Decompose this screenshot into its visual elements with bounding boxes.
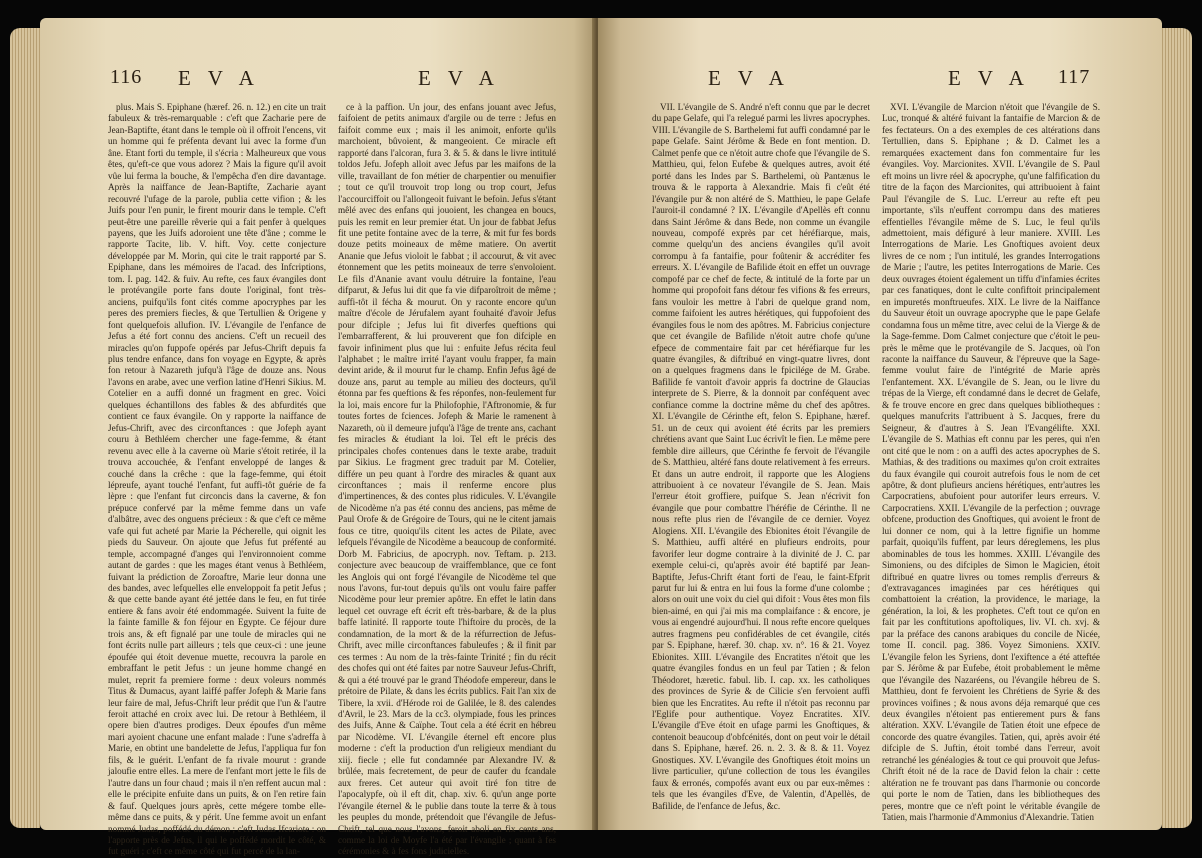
left-page-number: 116 [110,66,143,88]
right-headword-outer: E V A [948,66,1030,90]
left-page-column-1 [108,102,326,857]
right-page-column-2 [882,102,1100,823]
right-page [598,18,1162,830]
left-headword-outer: E V A [178,66,260,90]
column-text: XVI. L'évangile de Marcion n'étoit que l'évangile de S. Luc, tronqué & altéré fuivant la fantaifie de Marcion & de fes fectateurs. On a des exemples de ces altérations dans Tertullien, dans S. Epiphane ; & D. Calmet les a remarquées exactement dans fon commentaire fur les évangiles. Voy. Marcionites. XVII. L'évangile de S. Paul eft moins un livre réel & apocryphe, qu'une falfification du titre de la façon des Marcionites, qui attribuoient à faint Paul l'évangile de S. Luc. L'erreur au refte eft peu importante, s'ils n'euffent corrompu dans des matieres effentielles l'évangile même de S. Luc, le feul qu'ils admettoient, mais défiguré à leur maniere. XVIII. Les Interrogations de Marie. Les Gnoftiques avoient deux livres de ce nom ; l'un intitulé, les grandes Interrogations de Marie ; l'autre, les petites Interrogations de Marie. Ces deux ouvrages étoient également un tiffu d'infamies écrites par ces fanatiques, dont le culte confiftoit principalement en impuretés monftrueufes. XIX. Le livre de la Naiffance du Sauveur étoit un ouvrage apocryphe que le pape Gelafe condamna fous un même titre, avec celui de la Vierge & de la Sage-femme. Dom Calmet conjecture que c'étoit le peu-près le même que le protévangile de S. Jacques, où l'on raconte la naiffance du Sauveur, & l'épreuve que la Sage-femme voulut faire de l'intégrité de Marie après l'enfantement. XX. L'évangile de S. Jean, ou le livre du trépas de la Vierge, eft condamné dans le decret de Gelafe, & fe trouve encore en grec dans quelques bibliotheques : quelques manufcrits l'attribuent à S. Jacques, frere du Seigneur, & d'autres à S. Jean l'Evangélifte. XXI. L'évangile de S. Mathias eft connu par les peres, qui n'en ont cité que le nom : on a auffi des actes apocryphes de S. Mathias, & des traditions ou maximes qu'on croit extraites du faux évangile qui couroit autrefois fous le nom de cet apôtre, & dont plufieurs anciens hérétiques, entr'autres les Carpocratiens, abufoient pour autorifer leurs erreurs. V. Carpocratiens. XXII. L'évangile de la perfection ; ouvrage obfcene, production des Gnoftiques, qui avoient le front de lui donner ce nom, qui à la lettre fignifie un homme parfait, quoiqu'ils fuffent, par leurs déreglemens, les plus abominables de tous les hommes. XXIII. L'évangile des Simoniens, ou des difciples de Simon le Magicien, étoit diftribué en quatre livres ou tomes remplis d'erreurs & d'extravagances imaginées par ces hérétiques qui combattoient la création, la providence, le mariage, la génération, la loi, & les prophetes. C'eft tout ce qu'on en fait par les conftitutions apoftoliques, liv. VI. ch. xvj. & par la préface des canons arabiques du concile de Nicée, tome II. concil. pag. 386. Voyez Simoniens. XXIV. L'évangile felon les Syriens, dont l'exiftence a été atteftée par S. Jérôme & par Eufebe, étoit probablement le même que l'évangile des Nazaréens, ou l'évangile hébreu de S. Matthieu, dont fe fervoient les Chrétiens de Syrie & des provinces voifines ; & nous avons déja remarqué que ces deux évangiles n'étoient pas entierement purs & fans altération. XXV. L'évangile de Tatien étoit une efpece de concorde des quatre évangiles. Tatien, qui, après avoir été difciple de S. Juftin, étoit tombé dans l'erreur, avoit retranché les généalogies & tout ce qui prouvoit que Jefus-Chrift étoit né de la race de David felon la chair : cette altération ne fe trouvant pas dans l'harmonie ou concorde qui porte le nom de Tatien, dans les bibliotheques des peres, montre que ce n'eft point le véritable évangile de Tatien, mais l'harmonie d'Ammonius d'Alexandrie. Tatien [882,102,1100,823]
left-page-column-2 [338,102,556,857]
column-text: VII. L'évangile de S. André n'eft connu que par le decret du pape Gelafe, qui l'a relegué parmi les livres apocryphes. VIII. L'évangile de S. Barthelemi fut auffi condamné par le pape Gelafe. Saint Jérôme & Bede en font mention. D. Calmet penfe que ce n'étoit autre chofe que l'évangile de S. Matthieu, qui, felon Eufebe & quelques autres, avoit été porté dans les Indes par S. Barthelemi, où Pantænus le trouva & le rapporta à Alexandrie. Mais fi c'eût été l'évangile pur & non altéré de S. Matthieu, le pape Gelafe l'auroit-il condamné ? IX. L'évangile d'Apellès eft connu dans Saint Jérôme & dans Bede, non comme un évangile nouveau, compofé exprès par cet héréfiarque, mais, comme quelqu'un des anciens évangiles qu'il avoit corrompu à fa fantaifie, pour foûtenir & accréditer fes erreurs. X. L'évangile de Bafilide étoit en effet un ouvrage compofé par ce chef de fecte, & intitulé de la forte par un homme qui propofoit fans détour fes vifions & fes erreurs, fans vouloir les mettre à l'abri de quelque grand nom, comme faifoient les autres hérétiques, qui fuppofoient des évangiles fous le nom des apôtres. M. Fabricius conjecture que cet évangile de Bafilide n'étoit autre chofe qu'une efpece de commentaire fait par cet héréfiarque fur les quatre évangiles, & diftribué en vingt-quatre livres, dont on a quelques fragmens dans le fpicilége de M. Grabe. Bafilide fe vantoit d'avoir appris fa doctrine de Glaucias interprete de S. Pierre, & la donnoit par conféquent avec confiance comme la doctrine même du chef des apôtres. XI. L'évangile de Cérinthe eft, felon S. Epiphane, hæref. 51. un de ceux qui avoient été écrits par les premiers chrétiens avant que Saint Luc écrivît le fien. Le même pere femble dire ailleurs, que Cérinthe fe fervoit de l'évangile de S. Matthieu, altéré fans doute relativement à fes erreurs. Et dans un autre endroit, il rapporte que les Alogiens attribuoient à ce novateur l'évangile de S. Jean. Mais l'erreur étoit groffiere, puifque S. Jean n'écrivit fon évangile que pour combattre l'héréfie de Cérinthe. Il ne nous refte plus rien de l'évangile de ce dernier. Voyez Alogiens. XII. L'évangile des Ebionites étoit l'évangile de S. Matthieu, auffi altéré en plufieurs endroits, pour favorifer leur dogme contraire à la divinité de J. C. par exemple celui-ci, qu'après avoir été baptifé par Jean-Baptifte, Jefus-Chrift étant forti de l'eau, le faint-Efprit parut fur lui & entra en lui fous la forme d'une colombe ; alors on ouit une voix du ciel qui difoit : Vous êtes mon fils bien-aimé, en qui j'ai mis ma complaifance : & encore, je vous ai engendré aujourd'hui. Il nous refte encore quelques autres fragmens peu confidérables de cet évangile, cités par S. Epiphane, hæref. 30. chap. xv. n°. 16 & 21. Voyez Ebionites. XIII. L'évangile des Encratites n'étoit que les quatre évangiles fondus en un feul par Tatien ; & felon Théodoret, hæretic. fabul. lib. I. cap. xx. les catholiques des provinces de Syrie & de Cilicie s'en fervoient auffi bien que les Encratites. Au refte il n'étoit pas reconnu par l'Eglife pour authentique. Voyez Encratites. XIV. L'évangile d'Eve étoit en ufage parmi les Gnoftiques, & contenoit beaucoup d'obfcénités, dont on peut voir le détail dans S. Epiphane, hæref. 26. n. 2. 3. & 8. & 11. Voyez Gnostiques. XV. L'évangile des Gnoftiques étoit moins un livre particulier, qu'une collection de tous les évangiles faux & erronés, compofés avant eux ou par eux-mêmes : tels que les évangiles d'Eve, de Valentin, d'Apellès, de Bafilide, de l'enfance de Jefus, &c. [652,102,870,811]
left-headword-inner: E V A [418,66,500,90]
column-text: ce à la paffion. Un jour, des enfans jouant avec Jefus, faifoient de petits animaux d'argile ou de terre : Jefus en faifoit comme eux ; mais il les animoit, enforte qu'ils marchoient, bûvoient, & mangeoient. Ce miracle eft rapporté dans l'alcoran, fura 3. & 5. & dans le livre intitulé toldos Jefu. Jofeph alloit avec Jefus par les maifons de la ville, travaillant de fon métier de charpentier ou menuifier ; tout ce qu'il trouvoit trop long ou trop court, Jefus l'accourciffoit ou l'allongeoit fuivant le befoin. Jefus s'étant mêlé avec des enfans qui jouoient, les changea en boucs, puis les remit en leur premier état. Un jour de fabbat Jefus fit une petite fontaine avec de la terre, & mit fur fes bords douze petits moineaux de même matiere. On avertit Ananie que Jefus violoit le fabbat ; il accourut, & vit avec étonnement que les petits moineaux de terre s'envoloient. Le fils d'Ananie avant voulu détruire la fontaine, l'eau difparut, & Jefus lui dit que fa vie difparoîtroit de même ; auffi-tôt il fécha & mourut. On y raconte encore qu'un maître d'école de Jérufalem ayant fouhaité d'avoir Jefus pour difciple ; Jefus lui fit diverfes queftions qui l'embarrafferent, & lui prouverent que fon difciple en favoir infiniment plus que lui : enfuite Jefus récita feul l'alphabet ; le maître irrité l'ayant voulu frapper, fa main devint aride, & il mourut fur le champ. Enfin Jefus âgé de douze ans, parut au temple au milieu des docteurs, qu'il étonna par fes queftions & fes réponfes, non-feulement fur la loi, mais encore fur la Philofophie, l'Aftronomie, & fur toutes fortes de fciences. Jofeph & Marie le ramenent à Nazareth, où il demeure jufqu'à l'âge de trente ans, cachant fes miracles & étudiant la loi. Tel eft le précis des principales chofes contenues dans le texte arabe, traduit par Sikius. Le fragment grec traduit par M. Cotelier, différe un peu quant à l'ordre des miracles & quant aux circonftances ; mais il renferme encore plus d'impertinences, & des contes plus ridicules. V. L'évangile de Nicodème n'a pas été connu des anciens, pas même de Paul Orofe & de Grégoire de Tours, qui ne le citent jamais fous ce titre, quoiqu'ils citent les actes de Pilate, avec lefquels l'évangile de Nicodème a beaucoup de conformité. Dorb M. Fabricius, de apocryph. nov. Teftam. p. 213. conjecture avec beaucoup de vraiffemblance, que ce font les Anglois qui ont forgé l'évangile de Nicodème tel que nous l'avons, fur-tout depuis qu'ils ont voulu faire paffer Nicodème pour leur premier apôtre. En effet le latin dans lequel cet ouvrage eft écrit eft très-barbare, & de la plus baffe latinité. Il rapporte toute l'hiftoire du procès, de la condamnation, de la mort & de la réfurrection de Jefus-Chrift, avec mille circonftances fabuleufes ; & il finit par ces termes : Au nom de la très-fainte Trinité ; fin du récit des chofes qui ont été faites par notre Sauveur Jefus-Chrift, & qui a été trouvé par le grand Théodofe empereur, dans le prétoire de Pilate, & dans les écrits publics. Fait l'an xix de Tibere, la xvii. d'Hérode roi de Galilée, le 8. des calendes d'Avril, le 23. Mars de la cc3. olympiade, fous les princes des Juifs, Anne & Caïphe. Tout cela a été écrit en hébreu par Nicodème. VI. L'évangile éternel eft encore plus moderne : c'eft la production d'un religieux mendiant du xiij. fiecle ; elle fut condamnée par Alexandre IV. & brûlée, mais fecretement, de peur de caufer du fcandale aux freres. Cet auteur qui avoit tiré fon titre de l'apocalypfe, où il eft dit, chap. xiv. 6. qu'un ange porte l'évangile éternel & le publie dans toute la terre & à tous les peuples du monde, prétendoit que l'évangile de Jefus-Chrift, tel que nous l'avons, feroit aboli en fix cents ans, comme la loi de Moyfe l'a été par l'évangile ; quant à fes cérémonies & à fes fons judicielles. [338,102,556,857]
open-book [40,18,1162,857]
right-headword-inner: E V A [708,66,790,90]
right-page-column-1 [652,102,870,812]
column-text: plus. Mais S. Epiphane (hæref. 26. n. 12.) en cite un trait fabuleux & très-remarquable : c'eft que Zacharie pere de Jean-Baptifte, étant dans le temple où il offroit l'encens, vit un homme qui fe préfenta devant lui avec la forme d'un âne. Etant forti du temple, il s'écria : Malheureux que vous êtes, qu'eft-ce que vous adorez ? Mais la figure qu'il avoit vûe lui ferma la bouche, & l'empêcha d'en dire davantage. Après la naiffance de Jean-Baptifte, Zacharie ayant recouvré l'ufage de la parole, publia cette vifion ; & les Juifs pour l'en punir, le firent mourir dans le temple. C'eft peut-être une pareille rêverie qui a fait penfer à quelques payens, que les Juifs adoroient une tête d'âne ; comme le rapporte Tacite, lib. V. hift. Voy. cette conjecture développée par M. Morin, qui cite le trait rapporté par S. Epiphane, dans les mémoires de l'acad. des Infcriptions, tom. I. pag. 142. & fuiv. Au refte, ces faux évangiles dont le protévangile porte fans doute l'original, font très-anciens, puifqu'ils font cités comme apocryphes par les peres des premiers fiecles, & que Tertullien & Origene y font quelquefois allufion. IV. L'évangile de l'enfance de Jefus a été fort connu des anciens. C'eft un recueil des miracles qu'on fuppofe opérés par Jefus-Chrift depuis fa plus tendre enfance, dans fon voyage en Egypte, & après fon retour à Nazareth jufqu'à l'âge de douze ans. Nous l'avons en arabe, avec une verfion latine d'Henri Sikius. M. Cotelier en a auffi donné un fragment en grec. Voici quelques échantillons des fables & des abfurdités que contient ce faux évangile. On y rapporte la naiffance de Jefus-Chrift, avec des circonftances : que Jofeph ayant couru à Bethléem chercher une fage-femme, & étant revenu avec elle à la caverne où Marie s'étoit retirée, il la trouva accouchée, & l'enfant enveloppé de langes & couché dans la crêche : que la fage-femme, qui étoit lépreufe, ayant touché l'enfant, fut auffi-tôt guérie de fa lèpre : que l'enfant fut circoncis dans la caverne, & fon prépuce confervé par la même femme dans un vafe d'albâtre, avec des onguens précieux : & que c'eft ce même vafe qui fut acheté par Marie la Pécherelle, qui oignit les pieds du Sauveur. On ajoute que Jefus fut préfenté au temple, accompagné d'anges qui l'environnoient comme autant de gardes : que les mages étant venus à Bethléem, fuivant la prédiction de Zoroaftre, Marie leur donna une des bandes, avec lefquelles elle enveloppoit fa petit Jefus ; & que cette bande ayant été jettée dans le feu, en fut tirée entiere & fans avoir été endommagée. Suivent la fuite de la fainte famille & fon féjour en Egypte. Ce féjour dure trois ans, & eft fignalé par une toule de miracles qui ne font écrits nulle part ailleurs ; tels que ceux-ci : une jeune époufée qui étoit devenue muette, recouvra la parole en embraffant le petit Jefus : un jeune homme changé en mulet, reprit fa premiere forme : deux voleurs nommés Titus & Dumacus, ayant laiffé paffer Jofeph & Marie fans leur faire de mal, Jefus-Chrift leur prédit que l'un & l'autre feroit attaché en croix avec lui. De retour à Bethléem, il opere bien d'autres prodiges. Deux époufes d'un même mari ayoient chacune une enfant malade : l'une s'adreffa à Marie, en obtint une bandelette de Jefus, l'appliqua fur fon fils, & le guérit. L'enfant de fa rivale mourut : grande jaloufie entre elles. La mere de l'enfant mort jette le fils de l'autre dans un four chaud ; mais il n'en reffent aucun mal : elle le précipite enfuite dans un puits, & on l'en retire fain & fauf. Quelques jours après, cette mégere tombe elle-même dans ce puits, & y périt. Une femme avoit un enfant nommé Judas, poffédé du démon ; c'eft Judas Ifcariote : on l'apporte près de Jefus, il qui le poffédé mordit le côté, & fut guéri ; c'eft ce même côté qui fut percé de la lan- [108,102,326,857]
right-page-edges [1162,28,1192,828]
left-page-header [40,66,596,96]
right-page-number: 117 [1058,66,1091,88]
right-page-header [598,66,1162,96]
left-page-edges [10,28,40,828]
left-page [40,18,596,857]
